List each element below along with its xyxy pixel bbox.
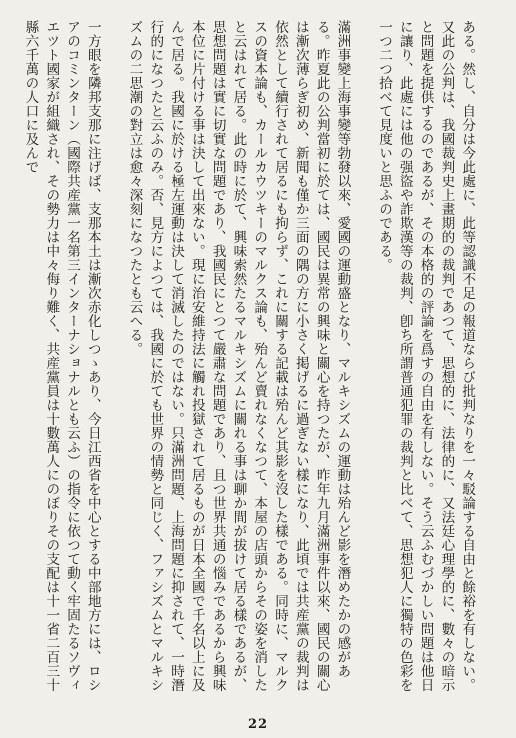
paragraph-2: 滿洲事變上海事變等勃發以來、愛國の運動盛となり、マルキシズムの運動は殆んど影を潛めたかの感がある。昨夏此の公判當初に於ては、國民は異常の興味と關心を持つたが、昨年九月滿洲事件以來、國民の關心は漸次薄らぎ初め、新聞も僅か三面の隅の方に小さく掲げるに過ぎない樣になり、此頃では共産黨の裁判は依然として續行されて居るにも拘らず、これに關する記載は殆んど其影を沒した樣である。同時に、マルクスの資本論も、カールカウツキーのマルクス論も、殆んど賣れなくなつて、本屋の店頭からその姿を消したと云はれて居る。此の時に於て、興味索然たるマルキシズムに關れる事は聊か間が拔けて居る樣であるが、思想問題は實に切實な問題であり、我國民にとつて嚴肅な問題であり、且つ世界共通の惱みであるから興味本位に片付ける事は決して出來ない。現に治安維持法に觸れ投獄されて居るものが日本全國で千名以上に及んで居る。我國に於ける極左運動は決して消滅したのではない。只滿洲問題、上海問題に抑されて、一時潛行的になつたと云ふのみ。否、見方によつては、我國に於ても世界の情勢と同じく、ファシズムとマルキシズムの二思潮の對立は愈々深刻になつたとも云へる。 [126, 20, 351, 692]
paragraph-3: 一方眼を隣邦支那に注げば、支那本土は漸次赤化しつゝあり、今日江西省を中心とする中部地方には、ロシアのコミンターン（國際共産黨一名第三インターナショナルとも云ふ）の指令に依つて動く牢固たるソヴィエツト國家が組織され、その勢力は中々侮り難く、共産黨員は十數萬人にのぼりその支配は十一省二百三十縣六千萬の人口に及んで [22, 20, 101, 692]
paragraph-1: ある。然し、自分は今此處に、此等認識不足の報道ならび批判なりを一々駁論する自由と餘裕を有しない。 又此の公判は、我國裁判史上畫期的の裁判であつて、思想的に、法律的に、又法廷心理學的に、數々の暗示と問題を提供するのであるが、その本格的の評論を爲すの自由を有しない。そう云ふむづかしい問題は他日に讓り、此處には他の强盜や詐欺漢等の裁判、卽ち所謂普通犯罪の裁判と比べて、思想犯人に獨特の色彩を一つ二つ拾べて見度いと思ふのである。 [376, 20, 476, 692]
body-text [0, 20, 498, 700]
page-number: 22 [247, 717, 269, 732]
